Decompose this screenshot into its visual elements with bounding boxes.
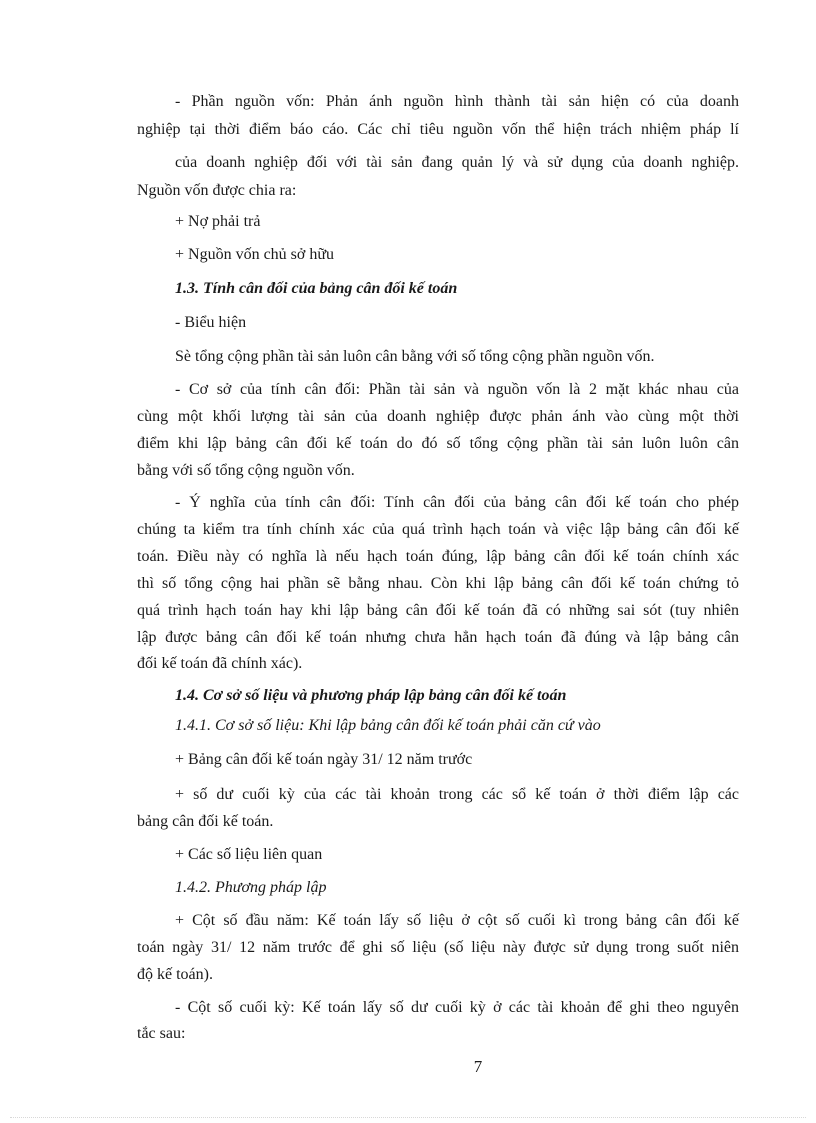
list-item-so-lieu-lien-quan: + Các số liệu liên quan: [175, 846, 323, 863]
paragraph-cot-dau-nam-line-3: độ kế toán).: [137, 966, 213, 983]
paragraph-nguon-von-line-3: của doanh nghiệp đối với tài sản đang quản lý và sử dụng của doanh nghiệp.: [175, 154, 739, 171]
paragraph-co-so-line-2: cùng một khối lượng tài sản của doanh nghiệp được phản ánh vào cùng một thời: [137, 408, 739, 425]
paragraph-co-so-line-3: điểm khi lập bảng cân đối kế toán do đó số tổng cộng phần tài sản luôn luôn cân: [137, 435, 739, 452]
list-item-nguon-von-chu-so-huu: + Nguồn vốn chủ sở hữu: [175, 246, 335, 263]
paragraph-y-nghia-line-5: quá trình hạch toán hay khi lập bảng cân đối kế toán đã có những sai sót (tuy nhiên: [137, 602, 739, 619]
paragraph-y-nghia-line-4: thì số tổng cộng hai phần sẽ bằng nhau. Còn khi lập bảng cân đối kế toán chứng tỏ: [137, 575, 739, 592]
paragraph-nguon-von-line-4: Nguồn vốn được chia ra:: [137, 182, 297, 199]
paragraph-nguon-von-line-2: nghiệp tại thời điểm báo cáo. Các chỉ tiêu nguồn vốn thể hiện trách nhiệm pháp lí: [137, 121, 739, 138]
paragraph-co-so-line-4: bằng với số tổng cộng nguồn vốn.: [137, 462, 355, 479]
page-edge-divider: [10, 1117, 806, 1118]
paragraph-cot-cuoi-ky-line-1: - Cột số cuối kỳ: Kế toán lấy số dư cuối kỳ ở các tài khoản để ghi theo nguyên: [175, 999, 739, 1016]
paragraph-y-nghia-line-1: - Ý nghĩa của tính cân đối: Tính cân đối của bảng cân đối kế toán cho phép: [175, 494, 739, 511]
heading-1-4: 1.4. Cơ sở số liệu và phương pháp lập bảng cân đối kế toán: [175, 687, 567, 704]
heading-1-4-2: 1.4.2. Phương pháp lập: [175, 879, 327, 896]
paragraph-cot-dau-nam-line-1: + Cột số đầu năm: Kế toán lấy số liệu ở cột số cuối kì trong bảng cân đối kế: [175, 912, 739, 929]
paragraph-co-so-line-1: - Cơ sở của tính cân đối: Phần tài sản và nguồn vốn là 2 mặt khác nhau của: [175, 381, 739, 398]
list-item-bang-can-doi: + Bảng cân đối kế toán ngày 31/ 12 năm trước: [175, 751, 473, 768]
heading-1-4-1: 1.4.1. Cơ sở số liệu: Khi lập bảng cân đối kế toán phải căn cứ vào: [175, 717, 601, 734]
paragraph-y-nghia-line-7: đối kế toán đã chính xác).: [137, 655, 303, 672]
paragraph-y-nghia-line-2: chúng ta kiểm tra tính chính xác của quá trình hạch toán và việc lập bảng cân đối kế: [137, 521, 739, 538]
paragraph-tong-cong: Sè tổng cộng phần tài sản luôn cân bằng với số tổng cộng phần nguồn vốn.: [175, 348, 655, 365]
paragraph-cot-dau-nam-line-2: toán ngày 31/ 12 năm trước để ghi số liệu (số liệu này được sử dụng trong suốt niên: [137, 939, 739, 956]
paragraph-nguon-von-line-1: - Phần nguồn vốn: Phản ánh nguồn hình thành tài sản hiện có của doanh: [175, 93, 739, 110]
paragraph-y-nghia-line-6: lập được bảng cân đối kế toán nhưng chưa hẳn hạch toán đã đúng và lập bảng cân: [137, 629, 739, 646]
paragraph-cot-cuoi-ky-line-2: tắc sau:: [137, 1025, 186, 1042]
list-item-no-phai-tra: + Nợ phải trả: [175, 213, 261, 230]
paragraph-bieu-hien: - Biểu hiện: [175, 314, 247, 331]
paragraph-so-du-line-1: + số dư cuối kỳ của các tài khoản trong các sổ kế toán ở thời điểm lập các: [175, 786, 739, 803]
page-number: 7: [473, 1057, 483, 1076]
paragraph-y-nghia-line-3: toán. Điều này có nghĩa là nếu hạch toán đúng, lập bảng cân đối kế toán chính xác: [137, 548, 739, 565]
heading-1-3: 1.3. Tính cân đối của bảng cân đối kế toán: [175, 280, 458, 297]
paragraph-so-du-line-2: bảng cân đối kế toán.: [137, 813, 274, 830]
